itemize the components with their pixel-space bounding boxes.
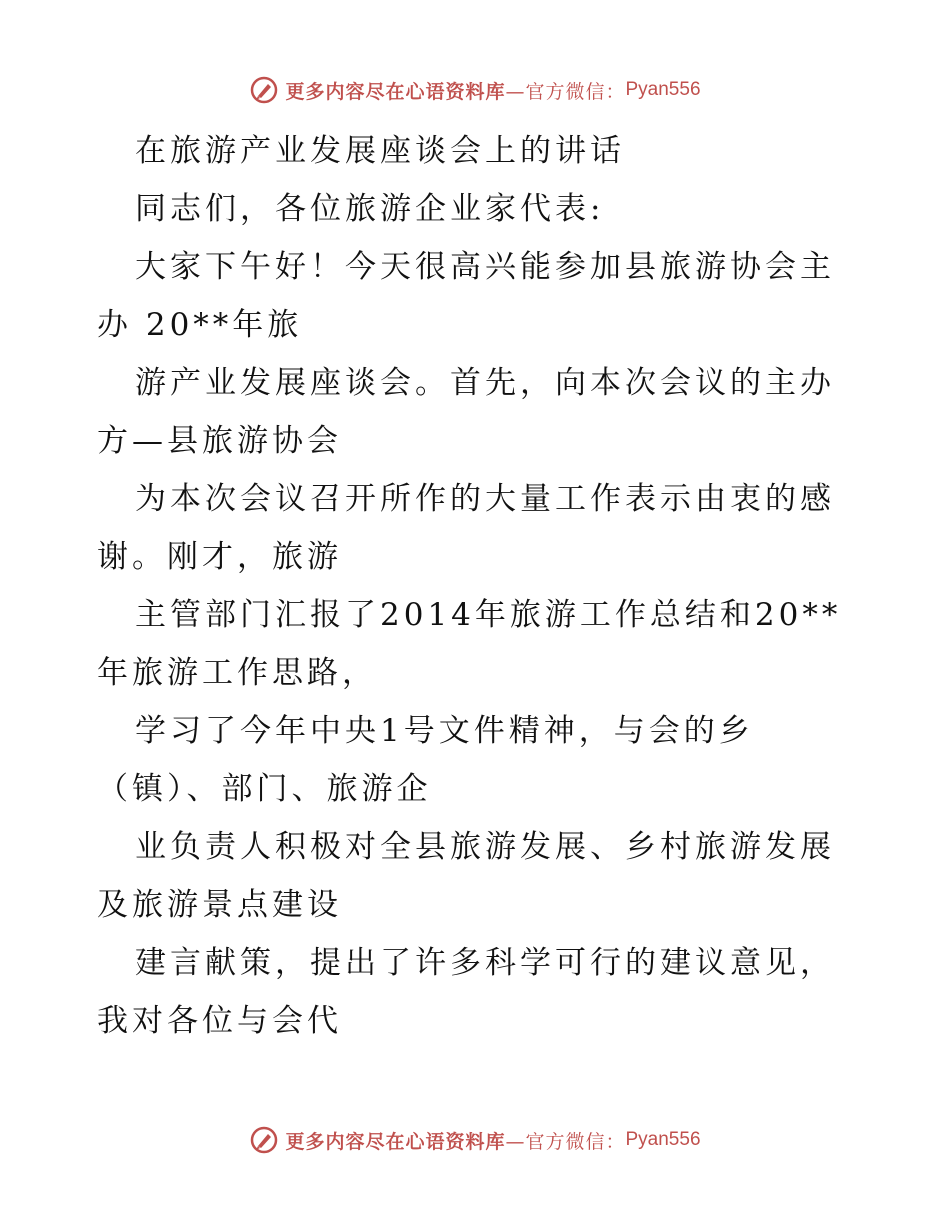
paragraph: 建言献策，提出了许多科学可行的建议意见，我对各位与会代 <box>97 945 835 1039</box>
watermark-wechat-id: Pyan556 <box>625 1129 701 1150</box>
watermark-wechat-id: Pyan556 <box>625 79 701 100</box>
document-title: 在旅游产业发展座谈会上的讲话 <box>135 133 625 169</box>
salutation: 同志们，各位旅游企业家代表: <box>135 191 605 227</box>
paragraph: 游产业发展座谈会。首先，向本次会议的主办方—县旅游协会 <box>97 365 835 459</box>
watermark-title: 更多内容尽在心语资料库 <box>285 1130 506 1153</box>
paragraph: 业负责人积极对全县旅游发展、乡村旅游发展及旅游景点建设 <box>97 829 835 923</box>
pen-logo-icon <box>249 75 279 105</box>
document-body <box>97 122 857 1050</box>
paragraph: 主管部门汇报了2014年旅游工作总结和20**年旅游工作思路， <box>97 597 842 691</box>
paragraph: 学习了今年中央1号文件精神，与会的乡（镇）、部门、旅游企 <box>97 713 754 807</box>
watermark-subtitle: —官方微信： <box>505 1130 626 1153</box>
paragraph: 为本次会议召开所作的大量工作表示由衷的感谢。刚才，旅游 <box>97 481 835 575</box>
watermark-subtitle: —官方微信： <box>505 80 626 103</box>
watermark-title: 更多内容尽在心语资料库 <box>285 80 506 103</box>
footer-watermark <box>0 1120 950 1160</box>
header-watermark <box>0 70 950 110</box>
pen-logo-icon <box>249 1125 279 1155</box>
paragraph: 大家下午好！今天很高兴能参加县旅游协会主办 20**年旅 <box>97 249 835 343</box>
